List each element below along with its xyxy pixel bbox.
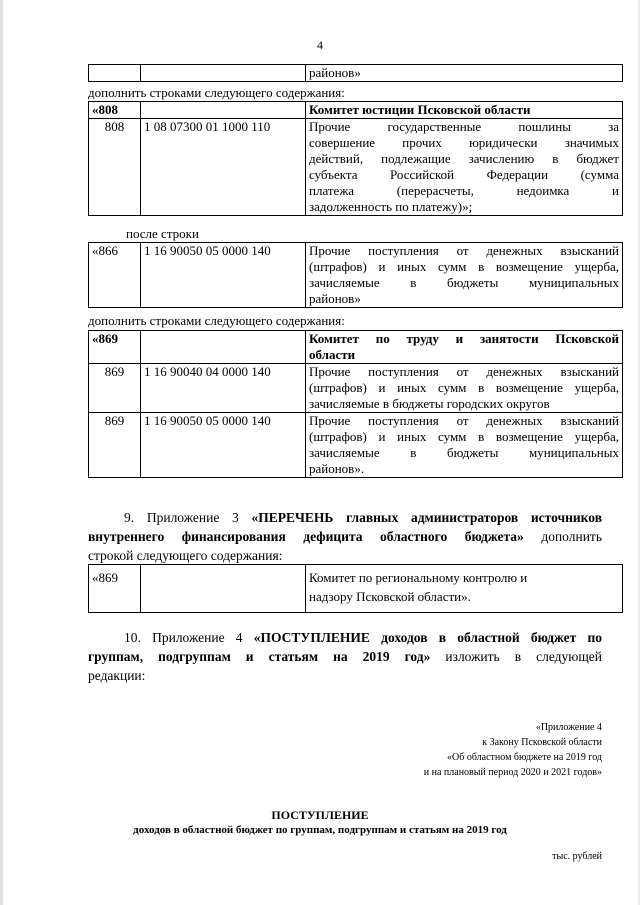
cell-code: 869 xyxy=(89,364,141,413)
cell-name: Комитет по региональному контролю и надзору Псковской области». xyxy=(306,565,623,613)
cell-name: районов» xyxy=(306,65,623,82)
cell-kbk: 1 16 90050 05 0000 140 xyxy=(141,243,306,308)
attachment-header: «Приложение 4 к Закону Псковской области «Об областном бюджете на 2019 год и на плановый период 2020 и 2021 годов» xyxy=(423,722,602,778)
document-subtitle: доходов в областной бюджет по группам, подгруппам и статьям на 2019 год xyxy=(133,824,507,836)
cell-kbk: 1 16 90040 04 0000 140 xyxy=(141,364,306,413)
cell-name: Прочие поступления от денежных взысканий (штрафов) и иных сумм в возмещение ущерба, зачисляемые в бюджеты муниципальных районов». xyxy=(306,413,623,478)
instruction-supplement-2: дополнить строками следующего содержания: xyxy=(88,313,345,328)
paragraph-9: 9. Приложение 3 «ПЕРЕЧЕНЬ главных администраторов источников внутреннего финансирования дефицита областного бюджета» дополнить строкой следующего содержания: xyxy=(88,510,602,563)
cell-name: Комитет по труду и занятости Псковской области xyxy=(306,331,623,364)
instruction-supplement-1: дополнить строками следующего содержания: xyxy=(88,85,345,100)
table-row-866 xyxy=(88,242,623,308)
cell-code: 869 xyxy=(89,413,141,478)
cell-code xyxy=(89,65,141,82)
cell-kbk xyxy=(141,331,306,364)
cell-code: «869 xyxy=(89,331,141,364)
cell-kbk xyxy=(141,65,306,82)
table-justice-committee xyxy=(88,101,623,216)
cell-code: 808 xyxy=(89,119,141,216)
table-row xyxy=(89,565,623,613)
table-row xyxy=(89,331,623,364)
document-title: ПОСТУПЛЕНИЕ xyxy=(271,808,369,822)
table-row xyxy=(89,102,623,119)
cell-name: Прочие поступления от денежных взысканий (штрафов) и иных сумм в возмещение ущерба, зачисляемые в бюджеты городских округов xyxy=(306,364,623,413)
table-continuation xyxy=(88,64,623,82)
cell-name: Прочие поступления от денежных взысканий (штрафов) и иных сумм в возмещение ущерба, зачисляемые в бюджеты муниципальных районов» xyxy=(306,243,623,308)
table-row xyxy=(89,119,623,216)
table-regional-control xyxy=(88,564,623,613)
instruction-after-row: после строки xyxy=(126,226,199,241)
cell-code: «808 xyxy=(89,102,141,119)
cell-name: Комитет юстиции Псковской области xyxy=(306,102,623,119)
cell-kbk: 1 08 07300 01 1000 110 xyxy=(141,119,306,216)
units-label: тыс. рублей xyxy=(552,851,602,862)
cell-kbk xyxy=(141,102,306,119)
table-labor-committee xyxy=(88,330,623,478)
cell-code: «866 xyxy=(89,243,141,308)
cell-code: «869 xyxy=(89,565,141,613)
page-number: 4 xyxy=(317,38,323,52)
cell-name: Прочие государственные пошлины за совершение прочих юридически значимых действий, подлежащие зачислению в бюджет субъекта Российской Федерации (сумма платежа (перерасчеты, недоимка и задолженность по платежу)»; xyxy=(306,119,623,216)
table-row xyxy=(89,364,623,413)
paragraph-10: 10. Приложение 4 «ПОСТУПЛЕНИЕ доходов в областной бюджет по группам, подгруппам и статьям на 2019 год» изложить в следующей редакции: xyxy=(88,630,602,683)
table-row xyxy=(89,65,623,82)
cell-kbk xyxy=(141,565,306,613)
table-row xyxy=(89,413,623,478)
scan-edge-left xyxy=(0,0,3,905)
table-row xyxy=(89,243,623,308)
cell-kbk: 1 16 90050 05 0000 140 xyxy=(141,413,306,478)
